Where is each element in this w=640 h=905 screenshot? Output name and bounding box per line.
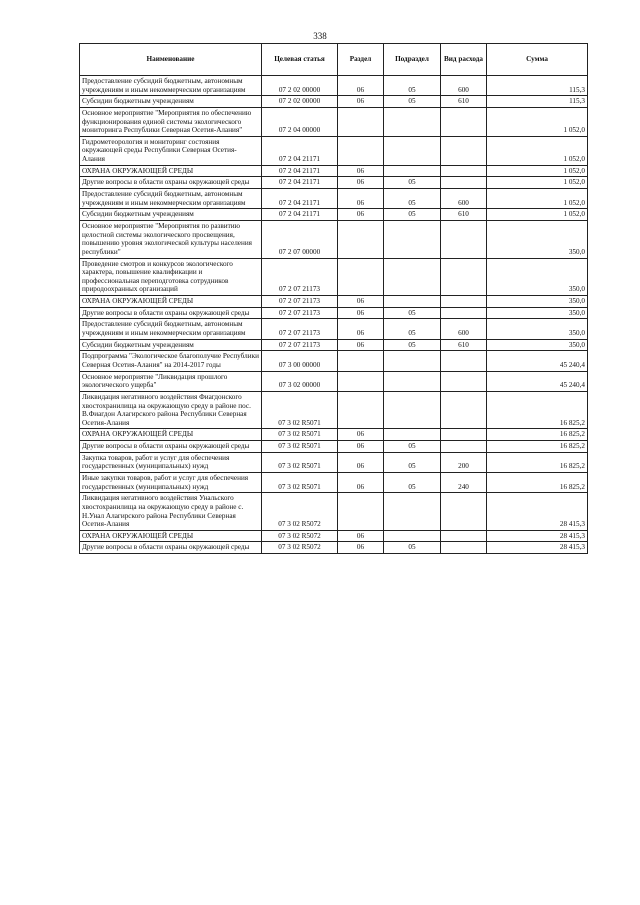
row-name-cell: Основное мероприятие "Мероприятия по развитию целостной системы экологического просвещения, повышению уровня экологической культуры населения республики" bbox=[80, 220, 262, 258]
table-row bbox=[80, 107, 588, 136]
header-section: Раздел bbox=[338, 44, 384, 76]
table-row bbox=[80, 371, 588, 391]
row-expense-type-cell bbox=[441, 441, 487, 453]
row-amount-cell: 28 415,3 bbox=[487, 493, 588, 531]
row-section-cell bbox=[338, 136, 384, 165]
row-subsection-cell: 05 bbox=[384, 209, 441, 221]
header-expense-type: Вид расхода bbox=[441, 44, 487, 76]
row-expense-type-cell bbox=[441, 391, 487, 429]
row-code-cell: 07 3 02 R5072 bbox=[262, 530, 338, 542]
row-subsection-cell: 05 bbox=[384, 542, 441, 554]
row-section-cell: 06 bbox=[338, 542, 384, 554]
row-code-cell: 07 2 07 21173 bbox=[262, 296, 338, 308]
row-amount-cell: 16 825,2 bbox=[487, 429, 588, 441]
row-name-cell: Иные закупки товаров, работ и услуг для обеспечения государственных (муниципальных) нужд bbox=[80, 472, 262, 492]
row-section-cell: 06 bbox=[338, 319, 384, 339]
row-amount-cell: 28 415,3 bbox=[487, 530, 588, 542]
table-row bbox=[80, 452, 588, 472]
row-code-cell: 07 2 07 21173 bbox=[262, 307, 338, 319]
row-code-cell: 07 3 02 R5072 bbox=[262, 542, 338, 554]
row-expense-type-cell bbox=[441, 371, 487, 391]
row-expense-type-cell bbox=[441, 307, 487, 319]
row-code-cell: 07 3 02 R5071 bbox=[262, 429, 338, 441]
row-expense-type-cell bbox=[441, 107, 487, 136]
row-section-cell: 06 bbox=[338, 209, 384, 221]
page-number: 338 bbox=[313, 31, 327, 41]
row-section-cell bbox=[338, 493, 384, 531]
row-amount-cell: 350,0 bbox=[487, 319, 588, 339]
table-row bbox=[80, 136, 588, 165]
row-expense-type-cell: 240 bbox=[441, 472, 487, 492]
row-expense-type-cell: 600 bbox=[441, 319, 487, 339]
table-row bbox=[80, 429, 588, 441]
row-expense-type-cell bbox=[441, 429, 487, 441]
row-subsection-cell: 05 bbox=[384, 472, 441, 492]
table-row bbox=[80, 307, 588, 319]
row-expense-type-cell bbox=[441, 177, 487, 189]
row-section-cell: 06 bbox=[338, 296, 384, 308]
row-amount-cell: 115,3 bbox=[487, 96, 588, 108]
row-code-cell: 07 2 04 21171 bbox=[262, 136, 338, 165]
row-subsection-cell: 05 bbox=[384, 76, 441, 96]
table-row bbox=[80, 339, 588, 351]
row-amount-cell: 350,0 bbox=[487, 307, 588, 319]
table-row bbox=[80, 165, 588, 177]
row-expense-type-cell: 610 bbox=[441, 96, 487, 108]
table-body bbox=[80, 76, 588, 554]
row-amount-cell: 45 240,4 bbox=[487, 371, 588, 391]
table-row bbox=[80, 319, 588, 339]
row-expense-type-cell: 600 bbox=[441, 76, 487, 96]
row-code-cell: 07 2 04 21171 bbox=[262, 177, 338, 189]
row-name-cell: Закупка товаров, работ и услуг для обеспечения государственных (муниципальных) нужд bbox=[80, 452, 262, 472]
row-subsection-cell bbox=[384, 493, 441, 531]
row-section-cell bbox=[338, 258, 384, 296]
row-amount-cell: 16 825,2 bbox=[487, 472, 588, 492]
row-name-cell: ОХРАНА ОКРУЖАЮЩЕЙ СРЕДЫ bbox=[80, 165, 262, 177]
row-section-cell bbox=[338, 220, 384, 258]
row-expense-type-cell bbox=[441, 165, 487, 177]
row-subsection-cell bbox=[384, 530, 441, 542]
row-amount-cell: 45 240,4 bbox=[487, 351, 588, 371]
row-name-cell: Другие вопросы в области охраны окружающей среды bbox=[80, 307, 262, 319]
row-subsection-cell: 05 bbox=[384, 339, 441, 351]
row-amount-cell: 1 052,0 bbox=[487, 189, 588, 209]
table-row bbox=[80, 351, 588, 371]
row-amount-cell: 1 052,0 bbox=[487, 165, 588, 177]
header-subsection: Подраздел bbox=[384, 44, 441, 76]
row-expense-type-cell: 600 bbox=[441, 189, 487, 209]
row-subsection-cell: 05 bbox=[384, 441, 441, 453]
row-amount-cell: 350,0 bbox=[487, 339, 588, 351]
row-code-cell: 07 2 04 21171 bbox=[262, 209, 338, 221]
row-expense-type-cell bbox=[441, 258, 487, 296]
row-section-cell: 06 bbox=[338, 472, 384, 492]
row-name-cell: Предоставление субсидий бюджетным, автономным учреждениям и иным некоммерческим организациям bbox=[80, 189, 262, 209]
row-expense-type-cell bbox=[441, 493, 487, 531]
row-subsection-cell: 05 bbox=[384, 319, 441, 339]
row-subsection-cell bbox=[384, 220, 441, 258]
row-amount-cell: 16 825,2 bbox=[487, 391, 588, 429]
row-subsection-cell: 05 bbox=[384, 452, 441, 472]
row-expense-type-cell: 610 bbox=[441, 209, 487, 221]
row-expense-type-cell bbox=[441, 542, 487, 554]
row-expense-type-cell bbox=[441, 220, 487, 258]
header-code: Целевая статья bbox=[262, 44, 338, 76]
row-section-cell: 06 bbox=[338, 530, 384, 542]
row-name-cell: Ликвидация негативного воздействия Фиагдонского хвостохранилища на окружающую среду в районе пос. В.Фиагдон Алагирского района Республики Северная Осетия-Алания bbox=[80, 391, 262, 429]
row-subsection-cell: 05 bbox=[384, 307, 441, 319]
row-section-cell: 06 bbox=[338, 307, 384, 319]
row-amount-cell: 1 052,0 bbox=[487, 177, 588, 189]
row-expense-type-cell bbox=[441, 136, 487, 165]
row-amount-cell: 1 052,0 bbox=[487, 136, 588, 165]
table-row bbox=[80, 189, 588, 209]
row-section-cell: 06 bbox=[338, 177, 384, 189]
row-subsection-cell bbox=[384, 107, 441, 136]
table-row bbox=[80, 493, 588, 531]
table-row bbox=[80, 296, 588, 308]
row-amount-cell: 16 825,2 bbox=[487, 441, 588, 453]
row-section-cell: 06 bbox=[338, 165, 384, 177]
row-name-cell: Предоставление субсидий бюджетным, автономным учреждениям и иным некоммерческим организациям bbox=[80, 319, 262, 339]
row-name-cell: Субсидии бюджетным учреждениям bbox=[80, 209, 262, 221]
table-row bbox=[80, 530, 588, 542]
row-code-cell: 07 2 07 21173 bbox=[262, 258, 338, 296]
row-section-cell: 06 bbox=[338, 429, 384, 441]
row-expense-type-cell bbox=[441, 530, 487, 542]
row-expense-type-cell: 610 bbox=[441, 339, 487, 351]
row-name-cell: ОХРАНА ОКРУЖАЮЩЕЙ СРЕДЫ bbox=[80, 296, 262, 308]
row-section-cell bbox=[338, 351, 384, 371]
row-code-cell: 07 2 04 21171 bbox=[262, 165, 338, 177]
header-amount: Сумма bbox=[487, 44, 588, 76]
row-code-cell: 07 3 02 R5072 bbox=[262, 493, 338, 531]
row-name-cell: Предоставление субсидий бюджетным, автономным учреждениям и иным некоммерческим организациям bbox=[80, 76, 262, 96]
row-code-cell: 07 2 02 00000 bbox=[262, 76, 338, 96]
row-name-cell: Субсидии бюджетным учреждениям bbox=[80, 339, 262, 351]
table-row bbox=[80, 76, 588, 96]
table-row bbox=[80, 177, 588, 189]
row-amount-cell: 16 825,2 bbox=[487, 452, 588, 472]
row-code-cell: 07 2 07 21173 bbox=[262, 319, 338, 339]
row-code-cell: 07 3 02 R5071 bbox=[262, 441, 338, 453]
row-subsection-cell bbox=[384, 371, 441, 391]
row-section-cell: 06 bbox=[338, 189, 384, 209]
budget-table bbox=[79, 43, 588, 554]
row-expense-type-cell bbox=[441, 351, 487, 371]
row-code-cell: 07 2 04 00000 bbox=[262, 107, 338, 136]
table-row bbox=[80, 472, 588, 492]
row-code-cell: 07 3 02 00000 bbox=[262, 371, 338, 391]
row-section-cell: 06 bbox=[338, 96, 384, 108]
row-name-cell: Гидрометеорология и мониторинг состояния окружающей среды Республики Северная Осетия-Алания bbox=[80, 136, 262, 165]
row-name-cell: ОХРАНА ОКРУЖАЮЩЕЙ СРЕДЫ bbox=[80, 429, 262, 441]
row-expense-type-cell: 200 bbox=[441, 452, 487, 472]
row-name-cell: Основное мероприятие "Ликвидация прошлого экологического ущерба" bbox=[80, 371, 262, 391]
row-subsection-cell bbox=[384, 165, 441, 177]
row-subsection-cell: 05 bbox=[384, 189, 441, 209]
row-subsection-cell bbox=[384, 296, 441, 308]
row-section-cell: 06 bbox=[338, 76, 384, 96]
row-name-cell: Другие вопросы в области охраны окружающей среды bbox=[80, 441, 262, 453]
row-code-cell: 07 3 02 R5071 bbox=[262, 452, 338, 472]
table-header-row bbox=[80, 44, 588, 76]
row-name-cell: Субсидии бюджетным учреждениям bbox=[80, 96, 262, 108]
row-code-cell: 07 2 07 21173 bbox=[262, 339, 338, 351]
row-name-cell: Основное мероприятие "Мероприятия по обеспечению функционирования единой системы экологического мониторинга Республики Северная Осетия-Алания" bbox=[80, 107, 262, 136]
row-subsection-cell bbox=[384, 258, 441, 296]
row-section-cell: 06 bbox=[338, 441, 384, 453]
row-section-cell bbox=[338, 371, 384, 391]
row-code-cell: 07 3 02 R5071 bbox=[262, 391, 338, 429]
table-row bbox=[80, 441, 588, 453]
row-subsection-cell bbox=[384, 391, 441, 429]
table-row bbox=[80, 96, 588, 108]
row-name-cell: Проведение смотров и конкурсов экологического характера, повышение квалификации и профессиональная переподготовка сотрудников природоохранных организаций bbox=[80, 258, 262, 296]
row-amount-cell: 350,0 bbox=[487, 220, 588, 258]
row-section-cell: 06 bbox=[338, 339, 384, 351]
row-name-cell: Другие вопросы в области охраны окружающей среды bbox=[80, 542, 262, 554]
row-subsection-cell bbox=[384, 429, 441, 441]
table-row bbox=[80, 220, 588, 258]
row-section-cell: 06 bbox=[338, 452, 384, 472]
row-name-cell: Подпрограмма "Экологическое благополучие Республики Северная Осетия-Алания" на 2014-2017 годы bbox=[80, 351, 262, 371]
table-row bbox=[80, 391, 588, 429]
row-code-cell: 07 3 00 00000 bbox=[262, 351, 338, 371]
row-subsection-cell bbox=[384, 136, 441, 165]
row-subsection-cell: 05 bbox=[384, 177, 441, 189]
row-name-cell: Ликвидация негативного воздействия Унальского хвостохранилища на окружающую среду в районе с. Н.Унал Алагирского района Республики Северная Осетия-Алания bbox=[80, 493, 262, 531]
row-code-cell: 07 2 04 21171 bbox=[262, 189, 338, 209]
table-row bbox=[80, 209, 588, 221]
row-amount-cell: 115,3 bbox=[487, 76, 588, 96]
row-amount-cell: 28 415,3 bbox=[487, 542, 588, 554]
row-code-cell: 07 2 02 00000 bbox=[262, 96, 338, 108]
header-name: Наименование bbox=[80, 44, 262, 76]
row-name-cell: Другие вопросы в области охраны окружающей среды bbox=[80, 177, 262, 189]
row-subsection-cell bbox=[384, 351, 441, 371]
row-section-cell bbox=[338, 107, 384, 136]
row-expense-type-cell bbox=[441, 296, 487, 308]
row-amount-cell: 350,0 bbox=[487, 296, 588, 308]
row-code-cell: 07 3 02 R5071 bbox=[262, 472, 338, 492]
table-row bbox=[80, 542, 588, 554]
row-section-cell bbox=[338, 391, 384, 429]
row-subsection-cell: 05 bbox=[384, 96, 441, 108]
row-amount-cell: 350,0 bbox=[487, 258, 588, 296]
row-code-cell: 07 2 07 00000 bbox=[262, 220, 338, 258]
row-name-cell: ОХРАНА ОКРУЖАЮЩЕЙ СРЕДЫ bbox=[80, 530, 262, 542]
row-amount-cell: 1 052,0 bbox=[487, 107, 588, 136]
table-row bbox=[80, 258, 588, 296]
row-amount-cell: 1 052,0 bbox=[487, 209, 588, 221]
